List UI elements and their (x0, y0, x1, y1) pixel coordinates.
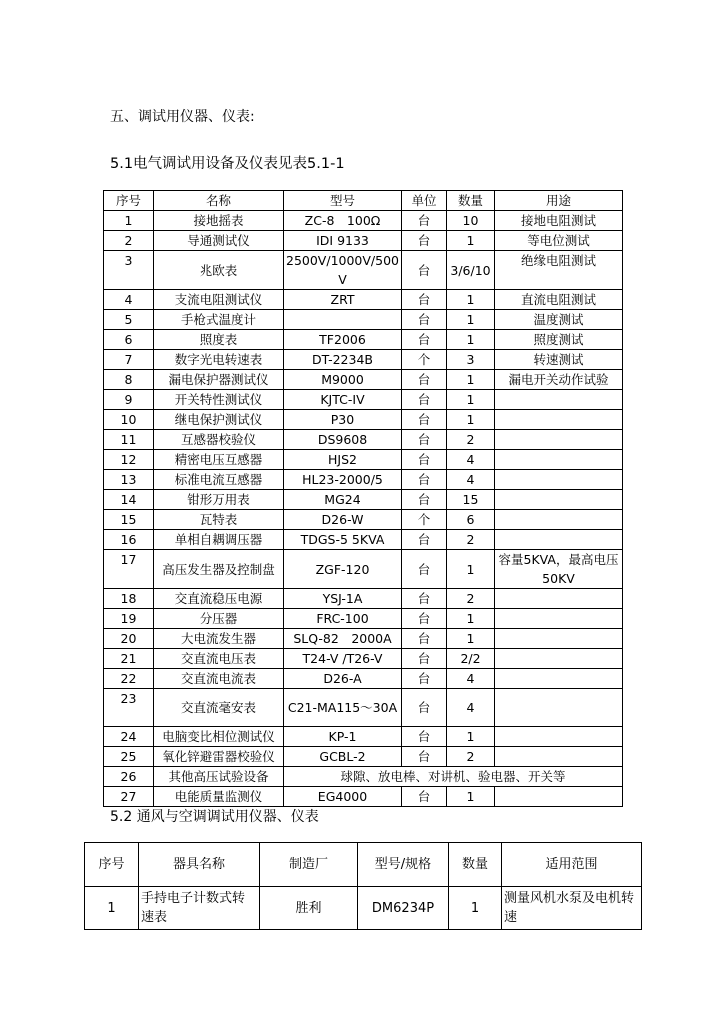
cell-unit: 台 (402, 689, 447, 727)
cell-model: IDI 9133 (284, 231, 402, 251)
cell-name: 导通测试仪 (154, 231, 284, 251)
table-row (104, 609, 623, 629)
cell-name: 互感器校验仪 (154, 430, 284, 450)
header-device-name: 器具名称 (139, 843, 260, 887)
cell-purpose (495, 609, 623, 629)
table-row (104, 211, 623, 231)
cell-quantity: 1 (447, 310, 495, 330)
cell-index: 16 (104, 530, 154, 550)
cell-index: 19 (104, 609, 154, 629)
equipment-table (103, 190, 623, 807)
cell-index: 15 (104, 510, 154, 530)
header-purpose: 用途 (495, 191, 623, 211)
cell-model: SLQ-82 2000A (284, 629, 402, 649)
cell-model: FRC-100 (284, 609, 402, 629)
cell-index: 12 (104, 450, 154, 470)
cell-index: 23 (104, 689, 154, 727)
cell-quantity: 1 (447, 290, 495, 310)
table-row (104, 747, 623, 767)
cell-name: 单相自耦调压器 (154, 530, 284, 550)
cell-purpose: 等电位测试 (495, 231, 623, 251)
header-index: 序号 (104, 191, 154, 211)
subsection-title-5-2: 5.2 通风与空调调试用仪器、仪表 (110, 809, 319, 825)
cell-device-name: 手持电子计数式转速表 (139, 887, 260, 930)
cell-quantity: 4 (447, 689, 495, 727)
cell-unit: 台 (402, 787, 447, 807)
cell-index: 24 (104, 727, 154, 747)
cell-quantity: 1 (447, 787, 495, 807)
cell-quantity: 1 (447, 550, 495, 589)
table-row (104, 251, 623, 290)
cell-name: 氧化锌避雷器校验仪 (154, 747, 284, 767)
cell-name: 开关特性测试仪 (154, 390, 284, 410)
cell-model: ZC-8 100Ω (284, 211, 402, 231)
cell-quantity: 2 (447, 530, 495, 550)
table-row (104, 550, 623, 589)
table-row (104, 370, 623, 390)
cell-unit: 台 (402, 669, 447, 689)
header-scope: 适用范围 (502, 843, 642, 887)
table-row (85, 887, 642, 930)
cell-name: 手枪式温度计 (154, 310, 284, 330)
cell-index: 1 (104, 211, 154, 231)
cell-quantity: 2 (447, 589, 495, 609)
cell-purpose (495, 430, 623, 450)
cell-model: EG4000 (284, 787, 402, 807)
cell-index: 13 (104, 470, 154, 490)
cell-unit: 台 (402, 430, 447, 450)
cell-quantity: 2/2 (447, 649, 495, 669)
cell-purpose (495, 470, 623, 490)
cell-unit: 台 (402, 231, 447, 251)
cell-purpose: 直流电阻测试 (495, 290, 623, 310)
cell-index: 20 (104, 629, 154, 649)
cell-quantity: 1 (447, 370, 495, 390)
cell-name: 交直流毫安表 (154, 689, 284, 727)
cell-quantity: 2 (447, 747, 495, 767)
table-row (104, 669, 623, 689)
cell-unit: 台 (402, 629, 447, 649)
header-quantity: 数量 (447, 191, 495, 211)
table-row (104, 350, 623, 370)
table-row (104, 470, 623, 490)
cell-index: 7 (104, 350, 154, 370)
cell-purpose (495, 747, 623, 767)
cell-quantity: 10 (447, 211, 495, 231)
cell-model: ZRT (284, 290, 402, 310)
cell-purpose (495, 727, 623, 747)
cell-quantity: 1 (447, 609, 495, 629)
cell-name: 钳形万用表 (154, 490, 284, 510)
cell-unit: 台 (402, 727, 447, 747)
header-index: 序号 (85, 843, 139, 887)
cell-index: 3 (104, 251, 154, 290)
cell-quantity: 4 (447, 450, 495, 470)
cell-unit: 台 (402, 410, 447, 430)
table-row (104, 290, 623, 310)
cell-model: D26-W (284, 510, 402, 530)
table-row (104, 589, 623, 609)
cell-scope: 测量风机水泵及电机转速 (502, 887, 642, 930)
cell-unit: 台 (402, 330, 447, 350)
cell-name: 交直流电流表 (154, 669, 284, 689)
cell-index: 1 (85, 887, 139, 930)
cell-purpose: 接地电阻测试 (495, 211, 623, 231)
cell-unit: 台 (402, 490, 447, 510)
cell-name: 电能质量监测仪 (154, 787, 284, 807)
cell-index: 14 (104, 490, 154, 510)
cell-index: 10 (104, 410, 154, 430)
cell-purpose: 照度测试 (495, 330, 623, 350)
cell-purpose (495, 490, 623, 510)
header-manufacturer: 制造厂 (260, 843, 358, 887)
cell-index: 8 (104, 370, 154, 390)
cell-merged-description: 球隙、放电棒、对讲机、验电器、开关等 (284, 767, 623, 787)
cell-unit: 台 (402, 530, 447, 550)
table-row (104, 490, 623, 510)
table-row (104, 767, 623, 787)
header-name: 名称 (154, 191, 284, 211)
cell-purpose (495, 530, 623, 550)
cell-purpose: 转速测试 (495, 350, 623, 370)
cell-model: P30 (284, 410, 402, 430)
cell-quantity: 1 (447, 410, 495, 430)
table-row (104, 330, 623, 350)
subsection-title-5-1: 5.1电气调试用设备及仪表见表5.1-1 (110, 156, 345, 172)
cell-quantity: 3/6/10 (447, 251, 495, 290)
cell-name: 大电流发生器 (154, 629, 284, 649)
cell-name: 接地摇表 (154, 211, 284, 231)
cell-quantity: 1 (447, 629, 495, 649)
table-row (104, 231, 623, 251)
cell-unit: 台 (402, 370, 447, 390)
cell-unit: 台 (402, 649, 447, 669)
cell-index: 21 (104, 649, 154, 669)
cell-index: 4 (104, 290, 154, 310)
cell-model: M9000 (284, 370, 402, 390)
cell-purpose (495, 410, 623, 430)
cell-name: 漏电保护器测试仪 (154, 370, 284, 390)
table-row (104, 530, 623, 550)
cell-quantity: 2 (447, 430, 495, 450)
cell-purpose (495, 669, 623, 689)
table-row (104, 390, 623, 410)
cell-name: 瓦特表 (154, 510, 284, 530)
cell-name: 支流电阻测试仪 (154, 290, 284, 310)
table-row (104, 787, 623, 807)
cell-quantity: 15 (447, 490, 495, 510)
cell-name: 标准电流互感器 (154, 470, 284, 490)
cell-model: HL23-2000/5 (284, 470, 402, 490)
cell-unit: 台 (402, 390, 447, 410)
cell-unit: 台 (402, 251, 447, 290)
header-unit: 单位 (402, 191, 447, 211)
cell-model: GCBL-2 (284, 747, 402, 767)
cell-name: 照度表 (154, 330, 284, 350)
cell-unit: 个 (402, 510, 447, 530)
header-quantity: 数量 (449, 843, 502, 887)
cell-purpose (495, 689, 623, 727)
cell-unit: 台 (402, 290, 447, 310)
cell-index: 6 (104, 330, 154, 350)
cell-model: MG24 (284, 490, 402, 510)
cell-quantity: 6 (447, 510, 495, 530)
cell-unit: 台 (402, 310, 447, 330)
cell-index: 27 (104, 787, 154, 807)
cell-unit: 台 (402, 550, 447, 589)
table-row (104, 510, 623, 530)
cell-unit: 台 (402, 589, 447, 609)
cell-index: 9 (104, 390, 154, 410)
cell-name: 其他高压试验设备 (154, 767, 284, 787)
cell-name: 数字光电转速表 (154, 350, 284, 370)
table-row (104, 629, 623, 649)
cell-model: C21-MA115～30A (284, 689, 402, 727)
cell-model (284, 310, 402, 330)
cell-quantity: 1 (447, 727, 495, 747)
table-header-row (85, 843, 642, 887)
cell-model: ZGF-120 (284, 550, 402, 589)
cell-model: TF2006 (284, 330, 402, 350)
cell-model: T24-V /T26-V (284, 649, 402, 669)
section-title: 五、调试用仪器、仪表: (110, 109, 255, 125)
cell-unit: 台 (402, 450, 447, 470)
cell-index: 5 (104, 310, 154, 330)
cell-unit: 台 (402, 747, 447, 767)
cell-name: 交直流电压表 (154, 649, 284, 669)
cell-name: 兆欧表 (154, 251, 284, 290)
cell-purpose (495, 390, 623, 410)
table-header-row (104, 191, 623, 211)
cell-purpose: 漏电开关动作试验 (495, 370, 623, 390)
table-row (104, 430, 623, 450)
cell-index: 11 (104, 430, 154, 450)
cell-model: D26-A (284, 669, 402, 689)
cell-purpose: 容量5KVA，最高电压50KV (495, 550, 623, 589)
table-row (104, 410, 623, 430)
cell-unit: 台 (402, 470, 447, 490)
cell-quantity: 4 (447, 669, 495, 689)
cell-unit: 台 (402, 609, 447, 629)
cell-model: HJS2 (284, 450, 402, 470)
cell-purpose (495, 450, 623, 470)
cell-model: 2500V/1000V/500V (284, 251, 402, 290)
cell-name: 高压发生器及控制盘 (154, 550, 284, 589)
table-row (104, 689, 623, 727)
cell-quantity: 1 (447, 390, 495, 410)
cell-index: 2 (104, 231, 154, 251)
cell-model: DS9608 (284, 430, 402, 450)
cell-quantity: 1 (447, 330, 495, 350)
table-row (104, 727, 623, 747)
cell-name: 精密电压互感器 (154, 450, 284, 470)
cell-purpose: 温度测试 (495, 310, 623, 330)
table-row (104, 450, 623, 470)
cell-name: 分压器 (154, 609, 284, 629)
cell-index: 22 (104, 669, 154, 689)
cell-purpose (495, 649, 623, 669)
cell-index: 17 (104, 550, 154, 589)
cell-model: TDGS-5 5KVA (284, 530, 402, 550)
cell-purpose (495, 629, 623, 649)
cell-name: 电脑变比相位测试仪 (154, 727, 284, 747)
table-row (104, 310, 623, 330)
cell-index: 26 (104, 767, 154, 787)
cell-name: 继电保护测试仪 (154, 410, 284, 430)
header-model: 型号 (284, 191, 402, 211)
header-model: 型号/规格 (358, 843, 449, 887)
cell-unit: 个 (402, 350, 447, 370)
cell-model: KJTC-IV (284, 390, 402, 410)
cell-purpose (495, 589, 623, 609)
hvac-instrument-table (84, 842, 642, 930)
cell-quantity: 1 (449, 887, 502, 930)
cell-index: 18 (104, 589, 154, 609)
cell-model: YSJ-1A (284, 589, 402, 609)
cell-unit: 台 (402, 211, 447, 231)
cell-purpose: 绝缘电阻测试 (495, 251, 623, 290)
cell-model: DT-2234B (284, 350, 402, 370)
cell-model: KP-1 (284, 727, 402, 747)
cell-manufacturer: 胜利 (260, 887, 358, 930)
table-row (104, 649, 623, 669)
cell-index: 25 (104, 747, 154, 767)
cell-name: 交直流稳压电源 (154, 589, 284, 609)
cell-quantity: 1 (447, 231, 495, 251)
cell-purpose (495, 787, 623, 807)
cell-quantity: 3 (447, 350, 495, 370)
cell-quantity: 4 (447, 470, 495, 490)
cell-purpose (495, 510, 623, 530)
cell-model: DM6234P (358, 887, 449, 930)
